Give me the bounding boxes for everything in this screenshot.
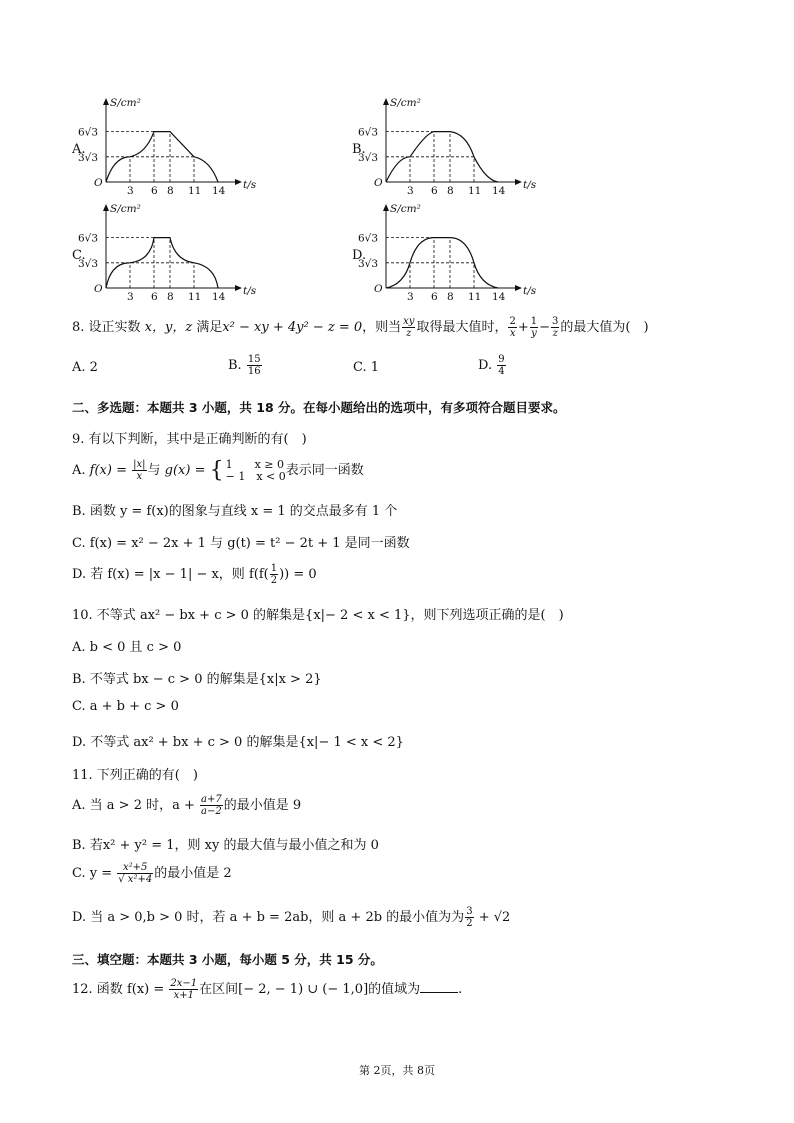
section-2-heading: 二、多选题：本题共 3 小题，共 18 分。在每小题给出的选项中，有多项符合题目要求。 bbox=[72, 400, 566, 415]
chart-c-label: C. bbox=[72, 248, 86, 263]
q8-option-b: B. $\frac{15}{16}$ bbox=[228, 354, 261, 377]
y-axis-arrow bbox=[383, 98, 389, 105]
x-tick-3: 3 bbox=[127, 185, 134, 197]
q8-stem: 8. 设正实数 x，y，z 满足x² − xy + 4y² − z = 0，则当 $\frac{xy}{z}$ 取得最大值时， $\frac{2}{x}$ + $\frac{1}{y}$ − $\frac{3}{z}$ 的最大值为( ) bbox=[72, 316, 649, 339]
q8-option-a: A. 2 bbox=[72, 360, 98, 375]
x-tick-11: 11 bbox=[468, 291, 482, 303]
chart-d bbox=[352, 202, 537, 303]
chart-c-svg bbox=[72, 202, 257, 303]
x-tick-6: 6 bbox=[431, 291, 438, 303]
y-axis-label: S/cm² bbox=[110, 203, 141, 215]
y-axis-arrow bbox=[383, 204, 389, 211]
q8-t2: $\frac{1}{y}$ bbox=[530, 316, 538, 339]
q10-option-c: C. a + b + c > 0 bbox=[72, 699, 179, 714]
x-tick-14: 14 bbox=[212, 185, 226, 197]
x-tick-8: 8 bbox=[167, 185, 174, 197]
q8-end: 的最大值为( ) bbox=[560, 320, 649, 335]
y-tick-6: 6√3 bbox=[358, 126, 379, 139]
chart-b-svg bbox=[352, 96, 537, 197]
q12-answer-blank[interactable] bbox=[420, 980, 458, 993]
y-axis-label: S/cm² bbox=[390, 203, 421, 215]
q8-mid3: 取得最大值时， bbox=[416, 320, 508, 335]
q11-option-b: B. 若x² + y² = 1，则 xy 的最大值与最小值之和为 0 bbox=[72, 838, 379, 853]
q9-option-d: D. 若 f(x) = |x − 1| − x，则 f(f( $\frac{1}{2}$ )) = 0 bbox=[72, 563, 317, 586]
q9-title: 9. 有以下判断，其中是正确判断的有( ) bbox=[72, 432, 307, 447]
y-tick-3: 3√3 bbox=[78, 257, 99, 270]
origin-label: O bbox=[94, 177, 103, 189]
q8-pre: 8. 设正实数 bbox=[72, 320, 145, 335]
x-tick-8: 8 bbox=[167, 291, 174, 303]
q8-t1: $\frac{2}{x}$ bbox=[509, 316, 516, 339]
chart-d-svg bbox=[352, 202, 537, 303]
origin-label: O bbox=[374, 177, 383, 189]
q11-option-d: D. 当 a > 0,b > 0 时，若 a + b = 2ab，则 a + 2b 的最小值为为 $\frac{3}{2}$ + √2 bbox=[72, 906, 511, 929]
q10-option-d: D. 不等式 ax² + bx + c > 0 的解集是{x|− 1 < x < 2} bbox=[72, 735, 404, 750]
q10-option-b: B. 不等式 bx − c > 0 的解集是{x|x > 2} bbox=[72, 672, 322, 687]
q8-eq: x² − xy + 4y² − z = 0 bbox=[222, 320, 363, 335]
x-axis-label: t/s bbox=[243, 285, 257, 297]
q8-option-d: D. $\frac{9}{4}$ bbox=[478, 354, 505, 377]
x-tick-11: 11 bbox=[188, 291, 202, 303]
origin-label: O bbox=[94, 283, 103, 295]
q8-option-c: C. 1 bbox=[353, 360, 380, 375]
q11-option-a: A. 当 a > 2 时，a + $\frac{a+7}{a-2}$ 的最小值是 9 bbox=[72, 794, 302, 817]
x-axis-arrow bbox=[235, 285, 242, 291]
q9-option-b: B. 函数 y = f(x)的图象与直线 x = 1 的交点最多有 1 个 bbox=[72, 504, 398, 519]
q8-t3: $\frac{3}{z}$ bbox=[552, 316, 559, 339]
x-axis-label: t/s bbox=[243, 179, 257, 191]
q8-mid2: ，则当 bbox=[362, 320, 402, 335]
q9-option-c: C. f(x) = x² − 2x + 1 与 g(t) = t² − 2t + 1 是同一函数 bbox=[72, 536, 410, 551]
y-tick-3: 3√3 bbox=[358, 257, 379, 270]
x-axis-arrow bbox=[515, 179, 522, 185]
x-tick-14: 14 bbox=[492, 291, 506, 303]
y-tick-3: 3√3 bbox=[78, 151, 99, 164]
y-tick-6: 6√3 bbox=[78, 126, 99, 139]
x-tick-6: 6 bbox=[431, 185, 438, 197]
chart-a-label: A. bbox=[72, 142, 86, 157]
x-axis-label: t/s bbox=[523, 179, 537, 191]
y-axis-label: S/cm² bbox=[390, 97, 421, 109]
q11-option-c: C. y = $\frac{\text{x²+5}}{\text{√ x²+4}}$ 的最小值是 2 bbox=[72, 862, 232, 885]
chart-a-svg bbox=[72, 96, 257, 197]
q10-title: 10. 不等式 ax² − bx + c > 0 的解集是{x|− 2 < x < 1}，则下列选项正确的是( ) bbox=[72, 608, 564, 623]
x-axis-arrow bbox=[515, 285, 522, 291]
q8-mid1: 满足 bbox=[192, 320, 223, 335]
x-tick-14: 14 bbox=[212, 291, 226, 303]
x-tick-3: 3 bbox=[407, 291, 414, 303]
q11-title: 11. 下列正确的有( ) bbox=[72, 768, 198, 783]
y-axis-arrow bbox=[103, 204, 109, 211]
page-footer: 第 2页，共 8页 bbox=[359, 1064, 435, 1077]
x-tick-6: 6 bbox=[151, 291, 158, 303]
x-tick-6: 6 bbox=[151, 185, 158, 197]
y-axis-arrow bbox=[103, 98, 109, 105]
q10-option-a: A. b < 0 且 c > 0 bbox=[72, 640, 182, 655]
x-tick-8: 8 bbox=[447, 291, 454, 303]
q8-frac: $\frac{xy}{z}$ bbox=[403, 316, 415, 339]
y-tick-3: 3√3 bbox=[358, 151, 379, 164]
x-axis-arrow bbox=[235, 179, 242, 185]
x-tick-11: 11 bbox=[468, 185, 482, 197]
y-tick-6: 6√3 bbox=[78, 232, 99, 245]
q9-option-a: A. f(x) = $\frac{|x|}{x}$ 与 g(x) = { 1 x ≥ 0 − 1 x < 0 表示同一函数 bbox=[72, 457, 364, 483]
chart-b-label: B. bbox=[352, 142, 366, 157]
x-tick-8: 8 bbox=[447, 185, 454, 197]
q12-stem: 12. 函数 f(x) = $\frac{2x-1}{x+1}$ 在区间[− 2, − 1) ∪ (− 1,0]的值域为 . bbox=[72, 978, 463, 1001]
chart-a bbox=[72, 96, 257, 197]
chart-b bbox=[352, 96, 537, 197]
x-tick-11: 11 bbox=[188, 185, 202, 197]
x-tick-14: 14 bbox=[492, 185, 506, 197]
section-3-heading: 三、填空题：本题共 3 小题，每小题 5 分，共 15 分。 bbox=[72, 952, 383, 967]
chart-c bbox=[72, 202, 257, 303]
chart-d-label: D. bbox=[352, 248, 367, 263]
x-axis-label: t/s bbox=[523, 285, 537, 297]
x-tick-3: 3 bbox=[407, 185, 414, 197]
y-axis-label: S/cm² bbox=[110, 97, 141, 109]
y-tick-6: 6√3 bbox=[358, 232, 379, 245]
q8-vars: x，y，z bbox=[144, 320, 193, 335]
x-tick-3: 3 bbox=[127, 291, 134, 303]
origin-label: O bbox=[374, 283, 383, 295]
